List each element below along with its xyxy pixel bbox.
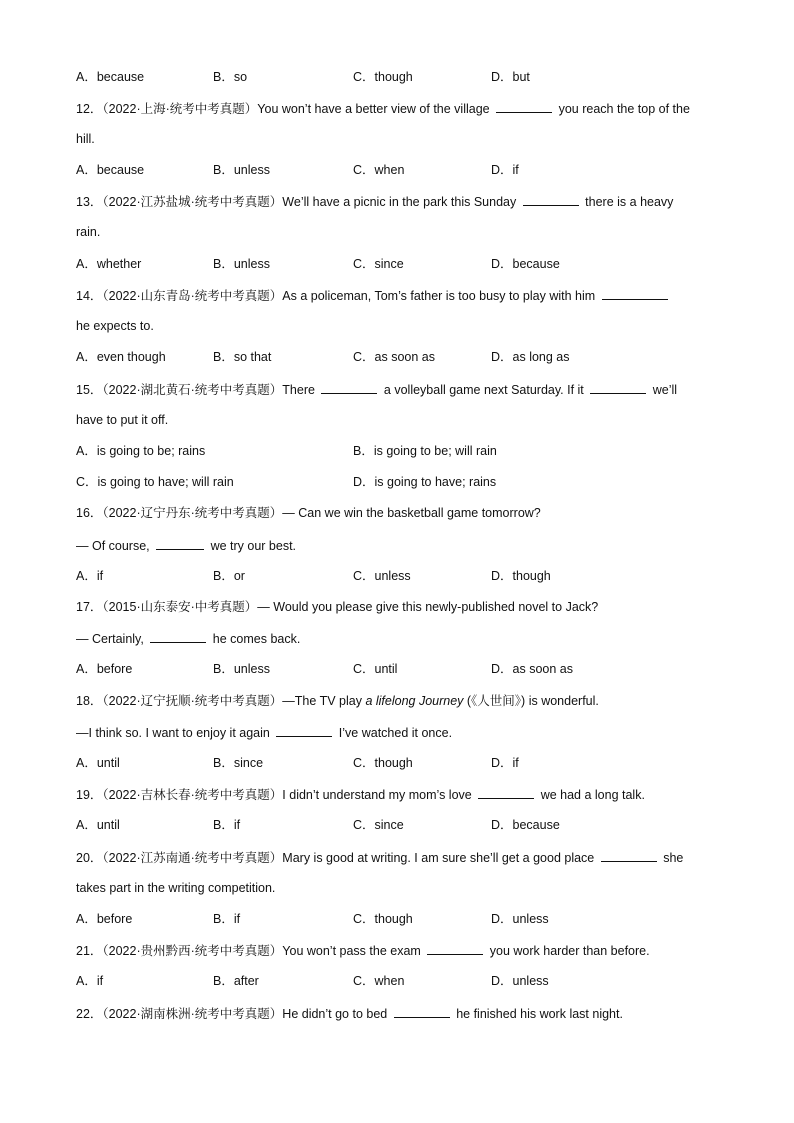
question-number: 21． xyxy=(76,944,103,958)
question-source: （2022·贵州黔西·统考中考真题） xyxy=(102,944,283,958)
answer-option[interactable]: D．unless xyxy=(491,912,549,926)
answer-blank xyxy=(427,942,483,955)
answer-blank xyxy=(602,287,668,300)
question-text: You won’t have a better view of the village xyxy=(257,102,494,116)
question-text: he comes back. xyxy=(209,632,301,646)
answer-option[interactable]: A．whether xyxy=(76,257,142,271)
answer-option[interactable]: C．though xyxy=(353,70,413,84)
answer-option[interactable]: C．when xyxy=(353,974,405,988)
question-text: — Certainly, xyxy=(76,632,148,646)
question-text: — Can we win the basketball game tomorrow? xyxy=(282,506,541,520)
question-source: （2022·江苏南通·统考中考真题） xyxy=(102,851,283,865)
question-source: （2022·湖北黄石·统考中考真题） xyxy=(102,383,283,397)
question-stem xyxy=(76,693,599,709)
answer-option[interactable]: A．because xyxy=(76,163,145,177)
answer-option[interactable]: B．so xyxy=(213,70,248,84)
question-text: have to put it off. xyxy=(76,413,169,427)
answer-option[interactable]: C．unless xyxy=(353,569,411,583)
question-stem xyxy=(76,849,683,866)
answer-option[interactable]: C．until xyxy=(353,662,398,676)
question-number: 12． xyxy=(76,102,103,116)
question-number: 15． xyxy=(76,383,103,397)
question-text: you reach the top of the xyxy=(555,102,690,116)
question-text: I’ve watched it once. xyxy=(335,726,453,740)
question-stem xyxy=(76,786,645,803)
answer-option[interactable]: A．even though xyxy=(76,350,166,364)
question-source: （2015·山东泰安·中考真题） xyxy=(102,600,258,614)
answer-option[interactable]: C．though xyxy=(353,756,413,770)
question-text: — Would you please give this newly-published novel to Jack? xyxy=(257,600,599,614)
answer-blank xyxy=(156,537,204,550)
answer-option[interactable]: B．or xyxy=(213,569,245,583)
answer-option[interactable]: C．since xyxy=(353,257,404,271)
question-continuation xyxy=(76,724,452,741)
answer-option[interactable]: D．unless xyxy=(491,974,549,988)
question-text: He didn’t go to bed xyxy=(282,1007,391,1021)
question-source: （2022·湖南株洲·统考中考真题） xyxy=(102,1007,283,1021)
question-text: we’ll xyxy=(649,383,678,397)
question-text: I didn’t understand my mom’s love xyxy=(282,788,476,802)
answer-option[interactable]: B．is going to be; will rain xyxy=(353,444,497,458)
answer-option[interactable]: A．before xyxy=(76,662,133,676)
question-source: （2022·江苏盐城·统考中考真题） xyxy=(102,195,283,209)
question-stem xyxy=(76,381,677,398)
question-text: he finished his work last night. xyxy=(452,1007,623,1021)
question-text: There xyxy=(282,383,319,397)
answer-blank xyxy=(601,849,657,862)
question-source: （2022·辽宁抚顺·统考中考真题） xyxy=(102,694,283,708)
answer-option[interactable]: A．until xyxy=(76,818,120,832)
question-text: rain. xyxy=(76,225,101,239)
question-text: We’ll have a picnic in the park this Sunday xyxy=(282,195,520,209)
answer-option[interactable]: B．after xyxy=(213,974,259,988)
question-continuation xyxy=(76,537,296,554)
question-text: she xyxy=(659,851,684,865)
question-source: （2022·山东青岛·统考中考真题） xyxy=(102,289,283,303)
answer-blank xyxy=(478,786,534,799)
answer-option[interactable]: A．before xyxy=(76,912,133,926)
question-number: 18． xyxy=(76,694,103,708)
question-number: 13． xyxy=(76,195,103,209)
answer-option[interactable]: B．since xyxy=(213,756,264,770)
question-text: —The TV play xyxy=(282,694,366,708)
question-text: a volleyball game next Saturday. If it xyxy=(380,383,588,397)
answer-option[interactable]: C．when xyxy=(353,163,405,177)
question-number: 22． xyxy=(76,1007,103,1021)
answer-option[interactable]: A．if xyxy=(76,569,104,583)
question-number: 19． xyxy=(76,788,103,802)
answer-option[interactable]: B．unless xyxy=(213,662,270,676)
question-text: there is a heavy xyxy=(581,195,674,209)
answer-blank xyxy=(321,381,377,394)
answer-option[interactable]: D．though xyxy=(491,569,551,583)
question-text: you work harder than before. xyxy=(486,944,650,958)
question-continuation xyxy=(76,224,100,240)
question-text: — Of course, xyxy=(76,539,154,553)
question-text: —I think so. I want to enjoy it again xyxy=(76,726,274,740)
answer-option[interactable]: A．is going to be; rains xyxy=(76,444,206,458)
question-continuation xyxy=(76,880,275,896)
answer-option[interactable]: A．until xyxy=(76,756,120,770)
answer-option[interactable]: B．if xyxy=(213,818,241,832)
answer-option[interactable]: D．because xyxy=(491,818,560,832)
answer-option[interactable]: B．unless xyxy=(213,257,270,271)
question-continuation xyxy=(76,131,95,147)
answer-option[interactable]: D．is going to have; rains xyxy=(353,475,497,489)
answer-blank xyxy=(150,630,206,643)
question-text: we try our best. xyxy=(207,539,297,553)
question-text: hill. xyxy=(76,132,95,146)
question-source: （2022·吉林长春·统考中考真题） xyxy=(102,788,283,802)
question-stem xyxy=(76,1005,623,1022)
question-stem xyxy=(76,287,671,304)
answer-option[interactable]: C．since xyxy=(353,818,404,832)
answer-option[interactable]: B．so that xyxy=(213,350,272,364)
question-continuation xyxy=(76,412,168,428)
question-continuation xyxy=(76,318,154,334)
answer-option[interactable]: C．is going to have; will rain xyxy=(76,475,234,489)
question-text: takes part in the writing competition. xyxy=(76,881,276,895)
answer-option[interactable]: B．if xyxy=(213,912,241,926)
question-stem xyxy=(76,100,690,117)
answer-option[interactable]: C．as soon as xyxy=(353,350,435,364)
question-stem xyxy=(76,599,598,615)
question-number: 14． xyxy=(76,289,103,303)
question-text: You won’t pass the exam xyxy=(282,944,425,958)
answer-blank xyxy=(496,100,552,113)
question-stem xyxy=(76,193,673,210)
answer-blank xyxy=(523,193,579,206)
question-number: 17． xyxy=(76,600,103,614)
question-continuation xyxy=(76,630,300,647)
answer-option[interactable]: D．because xyxy=(491,257,560,271)
question-number: 20． xyxy=(76,851,103,865)
answer-option[interactable]: D．as soon as xyxy=(491,662,573,676)
answer-option[interactable]: C．though xyxy=(353,912,413,926)
question-stem xyxy=(76,505,541,521)
question-title-italic: a lifelong Journey xyxy=(365,694,464,708)
answer-option[interactable]: D．but xyxy=(491,70,530,84)
answer-option[interactable]: B．unless xyxy=(213,163,270,177)
answer-option[interactable]: D．if xyxy=(491,163,519,177)
answer-option[interactable]: A．if xyxy=(76,974,104,988)
answer-option[interactable]: D．if xyxy=(491,756,519,770)
answer-option[interactable]: D．as long as xyxy=(491,350,570,364)
question-number: 16． xyxy=(76,506,103,520)
question-text: As a policeman, Tom’s father is too busy to play with him xyxy=(282,289,599,303)
question-text: we had a long talk. xyxy=(537,788,645,802)
question-stem xyxy=(76,942,650,959)
question-source: （2022·上海·统考中考真题） xyxy=(102,102,258,116)
answer-blank xyxy=(276,724,332,737)
question-text: Mary is good at writing. I am sure she’ll get a good place xyxy=(282,851,598,865)
answer-blank xyxy=(590,381,646,394)
question-source: （2022·辽宁丹东·统考中考真题） xyxy=(102,506,283,520)
answer-blank xyxy=(394,1005,450,1018)
question-text: he expects to. xyxy=(76,319,154,333)
question-text: (《人世间》) is wonderful. xyxy=(463,694,599,708)
answer-option[interactable]: A．because xyxy=(76,70,145,84)
